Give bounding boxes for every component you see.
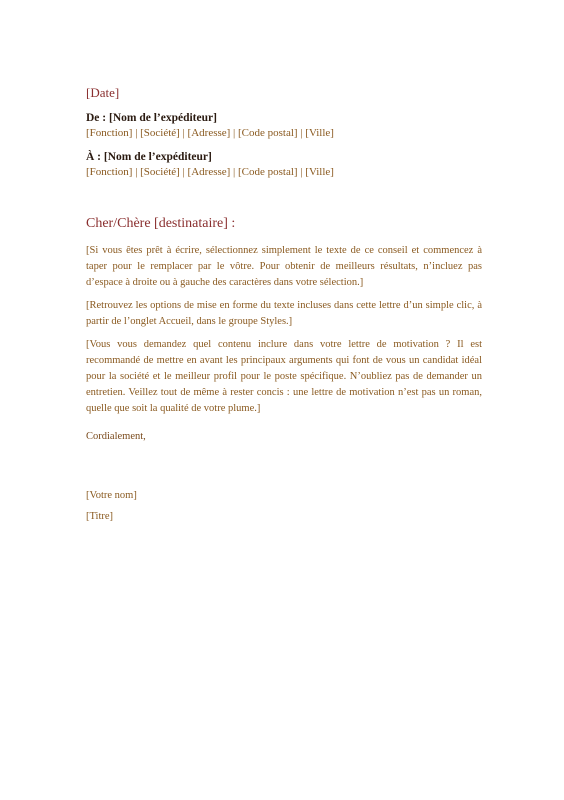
recipient-heading[interactable]: À : [Nom de l’expéditeur] — [86, 151, 212, 163]
body-paragraph-1[interactable]: [Si vous êtes prêt à écrire, sélectionnez simplement le texte de ce conseil et commencez à taper pour le remplacer par le vôtre. Pour obtenir de meilleurs résultats, n’incluez pas d’espace à droite ou à gauche des caractères dans votre sélection.] — [86, 245, 482, 288]
recipient-block — [86, 150, 482, 180]
signature-title[interactable]: [Titre] — [86, 511, 114, 522]
salutation[interactable]: Cher/Chère [destinataire] : — [86, 216, 236, 231]
recipient-details[interactable]: [Fonction] | [Société] | [Adresse] | [Code postal] | [Ville] — [86, 166, 334, 178]
signature-name[interactable]: [Votre nom] — [86, 490, 137, 501]
sender-details[interactable]: [Fonction] | [Société] | [Adresse] | [Code postal] | [Ville] — [86, 127, 334, 139]
sender-block — [86, 111, 482, 141]
sender-heading[interactable]: De : [Nom de l’expéditeur] — [86, 112, 217, 124]
letter-page — [86, 84, 482, 524]
closing[interactable]: Cordialement, — [86, 431, 146, 442]
letter-date[interactable]: [Date] — [86, 85, 120, 100]
body-paragraph-2[interactable]: [Retrouvez les options de mise en forme du texte incluses dans cette lettre d’un simple clic, à partir de l’onglet Accueil, dans le groupe Styles.] — [86, 300, 482, 327]
body-paragraph-3[interactable]: [Vous vous demandez quel contenu inclure dans votre lettre de motivation ? Il est recommandé de mettre en avant les principaux arguments qui font de vous un candidat idéal pour la société et le meilleur profil pour le poste spécifique. N’oubliez pas de demander un entretien. Veillez tout de même à rester concis : une lettre de motivation n’est pas un roman, quelle que soit la qualité de votre plume.] — [86, 339, 482, 414]
